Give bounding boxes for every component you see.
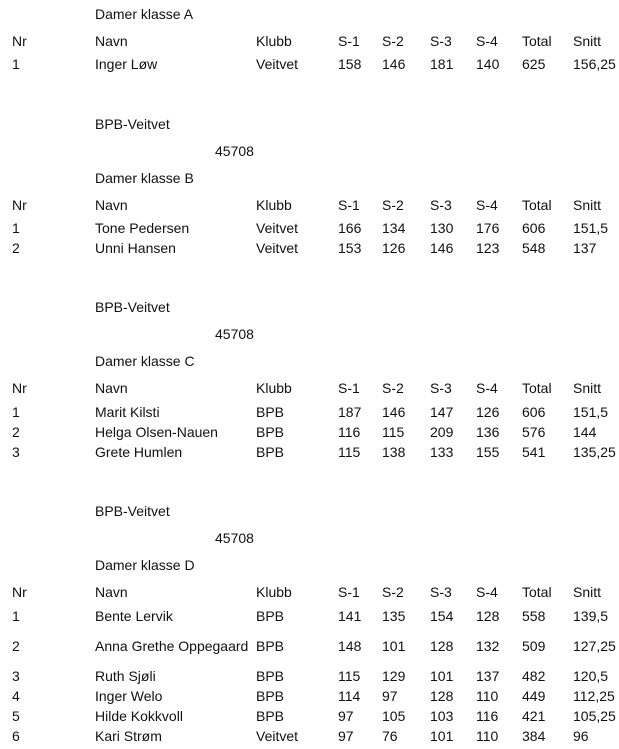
header-nr: Nr <box>12 33 27 49</box>
cell-navn: Unni Hansen <box>95 240 176 256</box>
header-s1: S-1 <box>338 197 360 213</box>
header-s4: S-4 <box>476 584 498 600</box>
cell-navn: Ruth Sjøli <box>95 668 156 684</box>
cell-snitt: 112,25 <box>573 688 615 704</box>
venue-label: BPB-Veitvet <box>95 299 170 315</box>
section-title: Damer klasse A <box>95 6 194 22</box>
header-s4: S-4 <box>476 380 498 396</box>
header-nr: Nr <box>12 380 27 396</box>
section-title: Damer klasse D <box>95 557 195 573</box>
cell-klubb: BPB <box>256 608 285 624</box>
header-s2: S-2 <box>382 584 404 600</box>
cell-s3: 103 <box>430 708 454 724</box>
cell-snitt: 105,25 <box>573 708 616 724</box>
cell-s3: 146 <box>430 240 454 256</box>
cell-total: 421 <box>522 708 546 724</box>
cell-total: 482 <box>522 668 546 684</box>
cell-snitt: 120,5 <box>573 668 609 684</box>
cell-s1: 97 <box>338 708 354 724</box>
header-snitt: Snitt <box>573 33 602 49</box>
cell-nr: 2 <box>12 240 20 256</box>
cell-navn: Inger Løw <box>95 56 158 72</box>
cell-s4: 140 <box>476 56 500 72</box>
header-s3: S-3 <box>430 197 452 213</box>
cell-s4: 110 <box>476 728 499 744</box>
cell-s3: 133 <box>430 444 454 460</box>
cell-s3: 181 <box>430 56 454 72</box>
header-nr: Nr <box>12 197 27 213</box>
cell-total: 606 <box>522 220 546 236</box>
cell-s2: 97 <box>382 688 398 704</box>
header-total: Total <box>522 584 552 600</box>
cell-snitt: 127,25 <box>573 638 616 654</box>
header-navn: Navn <box>95 197 128 213</box>
cell-s2: 138 <box>382 444 406 460</box>
cell-snitt: 137 <box>573 240 597 256</box>
cell-klubb: BPB <box>256 424 285 440</box>
cell-s2: 101 <box>382 638 406 654</box>
cell-nr: 6 <box>12 728 20 744</box>
header-s3: S-3 <box>430 584 452 600</box>
event-code: 45708 <box>215 530 254 546</box>
cell-s4: 128 <box>476 608 500 624</box>
cell-klubb: BPB <box>256 688 285 704</box>
cell-s4: 132 <box>476 638 500 654</box>
header-s4: S-4 <box>476 33 498 49</box>
header-klubb: Klubb <box>256 33 292 49</box>
cell-total: 384 <box>522 728 546 744</box>
header-snitt: Snitt <box>573 197 602 213</box>
header-s1: S-1 <box>338 380 360 396</box>
cell-total: 509 <box>522 638 546 654</box>
cell-s1: 115 <box>338 444 361 460</box>
cell-s1: 158 <box>338 56 362 72</box>
cell-total: 548 <box>522 240 546 256</box>
cell-s3: 147 <box>430 404 454 420</box>
cell-nr: 2 <box>12 424 20 440</box>
cell-navn: Bente Lervik <box>95 608 173 624</box>
cell-nr: 1 <box>12 608 20 624</box>
venue-label: BPB-Veitvet <box>95 503 170 519</box>
cell-nr: 1 <box>12 404 20 420</box>
cell-s3: 128 <box>430 688 454 704</box>
cell-klubb: Veitvet <box>256 728 299 744</box>
cell-total: 625 <box>522 56 546 72</box>
cell-s2: 146 <box>382 56 406 72</box>
cell-s1: 114 <box>338 688 361 704</box>
cell-navn: Anna Grethe Oppegaard <box>95 638 249 654</box>
cell-klubb: Veitvet <box>256 240 299 256</box>
cell-s4: 123 <box>476 240 500 256</box>
header-navn: Navn <box>95 584 128 600</box>
cell-navn: Helga Olsen-Nauen <box>95 424 218 440</box>
cell-nr: 5 <box>12 708 20 724</box>
header-navn: Navn <box>95 33 128 49</box>
header-nr: Nr <box>12 584 27 600</box>
cell-navn: Inger Welo <box>95 688 163 704</box>
cell-s1: 153 <box>338 240 362 256</box>
header-total: Total <box>522 380 552 396</box>
cell-total: 449 <box>522 688 546 704</box>
header-s1: S-1 <box>338 33 360 49</box>
event-code: 45708 <box>215 143 254 159</box>
cell-klubb: BPB <box>256 638 285 654</box>
cell-s3: 209 <box>430 424 454 440</box>
cell-s4: 137 <box>476 668 500 684</box>
cell-s3: 101 <box>430 728 454 744</box>
cell-navn: Grete Humlen <box>95 444 183 460</box>
cell-klubb: BPB <box>256 444 285 460</box>
cell-s3: 128 <box>430 638 454 654</box>
cell-s4: 126 <box>476 404 500 420</box>
cell-s2: 135 <box>382 608 406 624</box>
cell-snitt: 139,5 <box>573 608 609 624</box>
cell-total: 576 <box>522 424 546 440</box>
cell-s2: 146 <box>382 404 406 420</box>
header-total: Total <box>522 33 552 49</box>
header-s2: S-2 <box>382 380 404 396</box>
cell-navn: Kari Strøm <box>95 728 162 744</box>
cell-s1: 166 <box>338 220 362 236</box>
cell-klubb: Veitvet <box>256 56 299 72</box>
header-klubb: Klubb <box>256 584 292 600</box>
cell-total: 606 <box>522 404 546 420</box>
cell-s3: 154 <box>430 608 454 624</box>
cell-snitt: 144 <box>573 424 597 440</box>
cell-snitt: 151,5 <box>573 404 609 420</box>
header-s1: S-1 <box>338 584 360 600</box>
cell-s1: 116 <box>338 424 361 440</box>
cell-s1: 115 <box>338 668 361 684</box>
cell-s4: 155 <box>476 444 500 460</box>
header-s2: S-2 <box>382 33 404 49</box>
header-s3: S-3 <box>430 33 452 49</box>
cell-klubb: BPB <box>256 404 285 420</box>
cell-s2: 129 <box>382 668 406 684</box>
cell-s4: 176 <box>476 220 500 236</box>
cell-s2: 115 <box>382 424 405 440</box>
venue-label: BPB-Veitvet <box>95 116 170 132</box>
cell-s2: 105 <box>382 708 406 724</box>
header-klubb: Klubb <box>256 380 292 396</box>
cell-s1: 148 <box>338 638 362 654</box>
cell-klubb: BPB <box>256 708 285 724</box>
header-navn: Navn <box>95 380 128 396</box>
cell-nr: 3 <box>12 668 20 684</box>
cell-nr: 2 <box>12 638 20 654</box>
cell-s4: 110 <box>476 688 499 704</box>
header-s2: S-2 <box>382 197 404 213</box>
cell-total: 541 <box>522 444 546 460</box>
cell-nr: 1 <box>12 220 20 236</box>
event-code: 45708 <box>215 326 254 342</box>
cell-s4: 136 <box>476 424 500 440</box>
cell-navn: Marit Kilsti <box>95 404 160 420</box>
cell-klubb: Veitvet <box>256 220 299 236</box>
cell-snitt: 135,25 <box>573 444 616 460</box>
cell-snitt: 151,5 <box>573 220 609 236</box>
header-snitt: Snitt <box>573 584 602 600</box>
cell-navn: Tone Pedersen <box>95 220 190 236</box>
cell-total: 558 <box>522 608 546 624</box>
header-klubb: Klubb <box>256 197 292 213</box>
section-title: Damer klasse B <box>95 170 194 186</box>
cell-s1: 187 <box>338 404 362 420</box>
cell-s4: 116 <box>476 708 499 724</box>
header-snitt: Snitt <box>573 380 602 396</box>
cell-klubb: BPB <box>256 668 285 684</box>
cell-s3: 101 <box>430 668 454 684</box>
header-s4: S-4 <box>476 197 498 213</box>
cell-nr: 3 <box>12 444 20 460</box>
cell-nr: 4 <box>12 688 20 704</box>
cell-s1: 141 <box>338 608 362 624</box>
cell-s3: 130 <box>430 220 454 236</box>
cell-s1: 97 <box>338 728 354 744</box>
header-total: Total <box>522 197 552 213</box>
cell-s2: 134 <box>382 220 406 236</box>
cell-snitt: 96 <box>573 728 589 744</box>
cell-s2: 126 <box>382 240 406 256</box>
cell-s2: 76 <box>382 728 398 744</box>
cell-snitt: 156,25 <box>573 56 616 72</box>
cell-navn: Hilde Kokkvoll <box>95 708 183 724</box>
cell-nr: 1 <box>12 56 20 72</box>
header-s3: S-3 <box>430 380 452 396</box>
section-title: Damer klasse C <box>95 353 195 369</box>
